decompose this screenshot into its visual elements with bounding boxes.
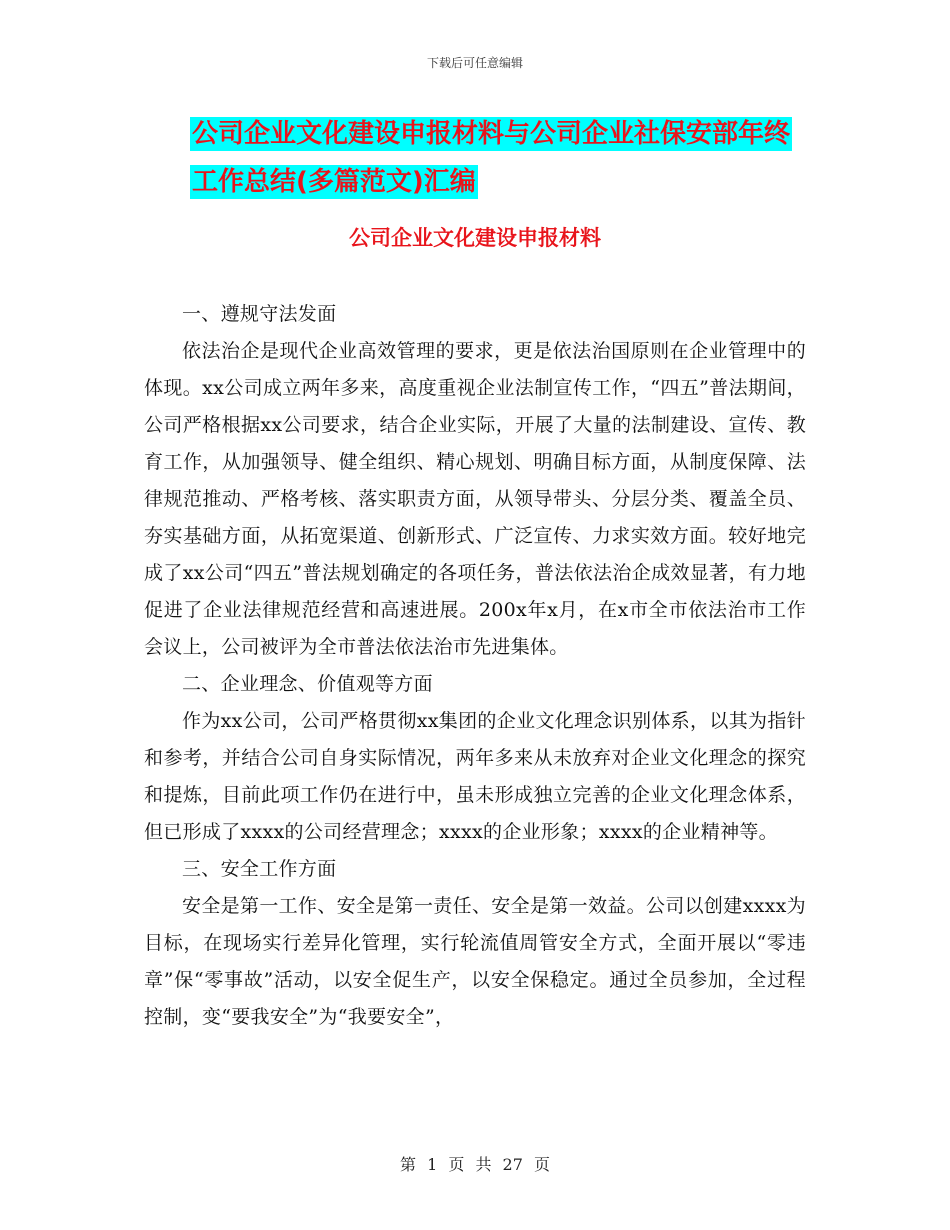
section-title: 公司企业文化建设申报材料	[349, 226, 601, 250]
paragraph-2: 作为xx公司，公司严格贯彻xx集团的企业文化理念识别体系，以其为指针和参考，并结合公司自身实际情况，两年多来从未放弃对企业文化理念的探究和提炼，目前此项工作仍在进行中，虽未形成独立完善的企业文化理念体系，但已形成了xxxx的公司经营理念；xxxx的企业形象；xxxx的企业精神等。	[144, 710, 806, 843]
page-header-note: 下载后可任意编辑	[426, 56, 523, 70]
page-number-footer: 第 1 页 共 27 页	[400, 1155, 550, 1174]
document-body	[144, 296, 806, 1036]
paragraph-1: 依法治企是现代企业高效管理的要求，更是依法治国原则在企业管理中的体现。xx公司成立两年多来，高度重视企业法制宣传工作，“四五”普法期间，公司严格根据xx公司要求，结合企业实际，开展了大量的法制建设、宣传、教育工作，从加强领导、健全组织、精心规划、明确目标方面，从制度保障、法律规范推动、严格考核、落实职责方面，从领导带头、分层分类、覆盖全员、夯实基础方面，从拓宽渠道、创新形式、广泛宣传、力求实效方面。较好地完成了xx公司“四五”普法规划确定的各项任务，普法依法治企成效显著，有力地促进了企业法律规范经营和高速进展。200x年x月，在x市全市依法治市工作会议上，公司被评为全市普法依法治市先进集体。	[144, 340, 806, 658]
paragraph-heading-1: 一、遵规守法发面	[182, 303, 337, 325]
document-title-line-1: 公司企业文化建设申报材料与公司企业社保安部年终	[192, 119, 791, 149]
paragraph-3: 安全是第一工作、安全是第一责任、安全是第一效益。公司以创建xxxx为目标，在现场实行差异化管理，实行轮流值周管安全方式，全面开展以“零违章”保“零事故”活动，以安全促生产，以安全保稳定。通过全员参加，全过程控制，变“要我安全”为“我要安全”，	[144, 895, 806, 1028]
document-title-line-2: 工作总结(多篇范文)汇编	[192, 167, 476, 197]
paragraph-heading-2: 二、企业理念、价值观等方面	[182, 673, 433, 695]
document-title	[190, 110, 810, 206]
paragraph-heading-3: 三、安全工作方面	[182, 858, 337, 880]
